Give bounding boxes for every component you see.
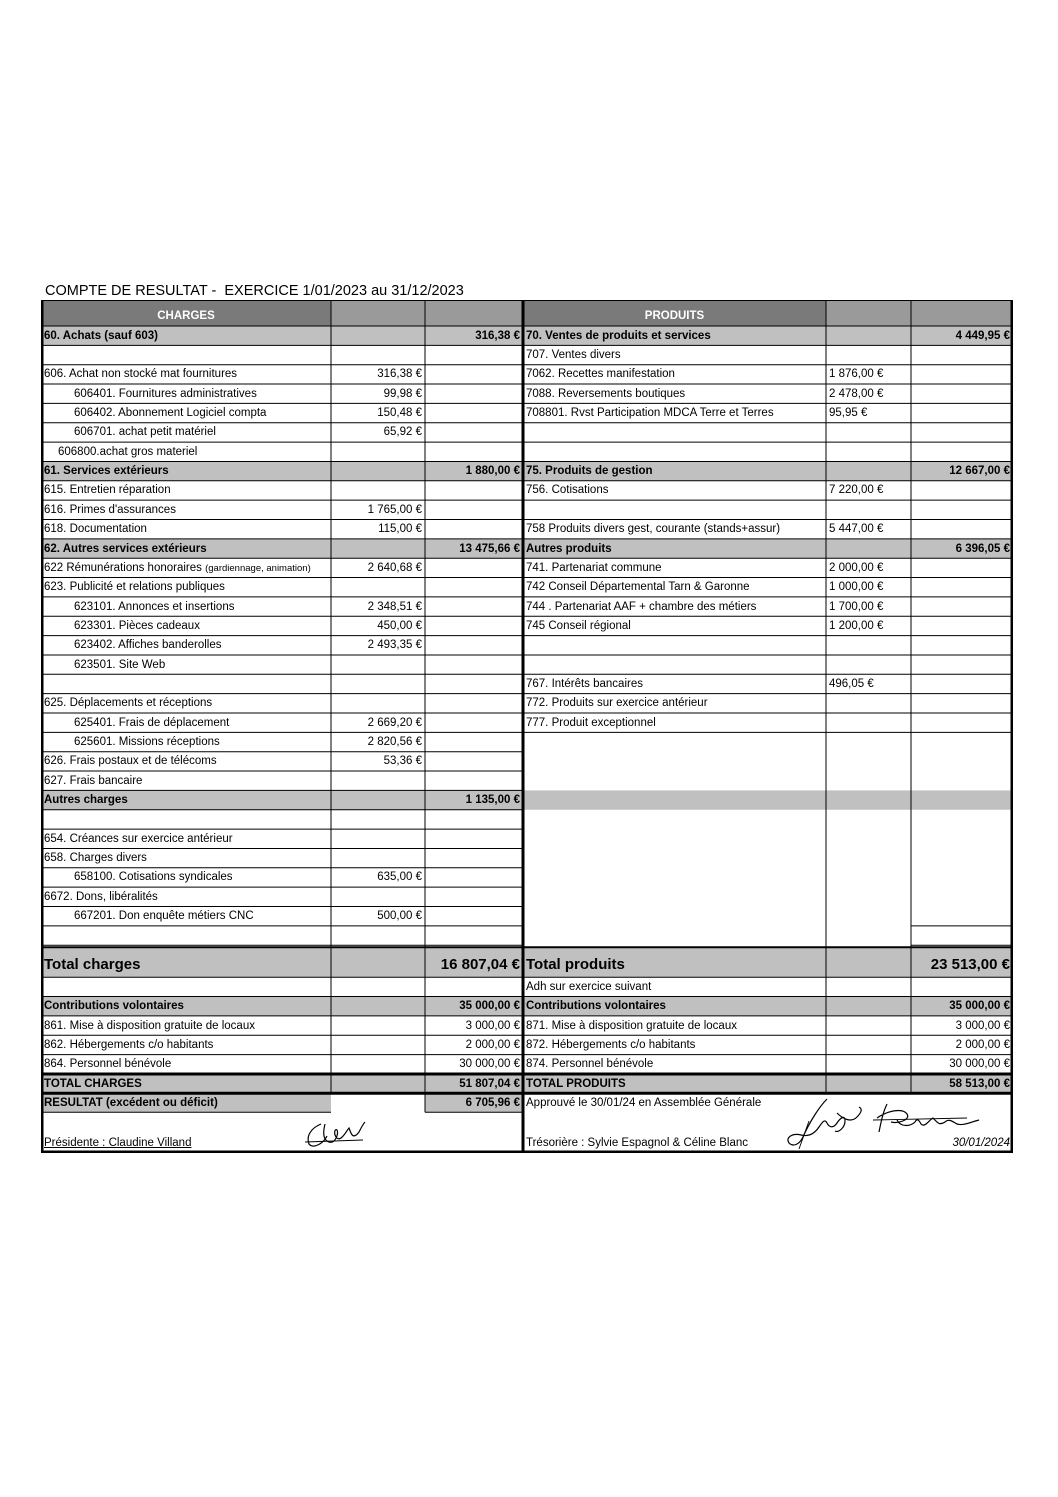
produit-total-amount: 12 667,00 € (949, 465, 1010, 478)
produit-label: 745 Conseil régional (526, 619, 631, 632)
charge-label: 861. Mise à disposition gratuite de locaux (44, 1019, 255, 1032)
produit-total-amount: 58 513,00 € (949, 1077, 1010, 1090)
produit-label: 874. Personnel bénévole (526, 1058, 654, 1071)
charge-total-amount: 3 000,00 € (465, 1019, 520, 1032)
charge-label: 625. Déplacements et réceptions (44, 697, 213, 710)
charge-label: Autres charges (44, 794, 128, 807)
produit-detail-amount: 5 447,00 € (829, 523, 884, 536)
charge-label: TOTAL CHARGES (44, 1077, 142, 1090)
charge-total-amount: 51 807,04 € (459, 1077, 520, 1090)
charge-total-amount: 16 807,04 € (440, 956, 520, 974)
charge-label: 623301. Pièces cadeaux (74, 619, 200, 632)
produit-label: 744 . Partenariat AAF + chambre des métiers (526, 600, 757, 613)
charge-total-amount: 35 000,00 € (459, 1000, 520, 1013)
charge-label-note: (gardiennage, animation) (205, 562, 311, 574)
charge-detail-amount: 635,00 € (377, 871, 422, 884)
charge-label: 626. Frais postaux et de télécoms (44, 755, 217, 768)
approval-note: Approuvé le 30/01/24 en Assemblée Générale (526, 1096, 762, 1109)
charge-total-amount: 1 135,00 € (465, 794, 520, 807)
charge-total-amount: 2 000,00 € (465, 1038, 520, 1051)
charge-label: 864. Personnel bénévole (44, 1058, 172, 1071)
produits-header-fill-ext (826, 300, 1013, 326)
produit-label: Autres produits (526, 542, 612, 555)
page-title: COMPTE DE RESULTAT - EXERCICE 1/01/2023 au 31/12/2023 (45, 283, 464, 299)
charge-label: 616. Primes d'assurances (44, 503, 176, 516)
charge-total-amount: 13 475,66 € (459, 542, 520, 555)
produit-label: 758 Produits divers gest, courante (stands+assur) (526, 523, 781, 536)
charge-label: 61. Services extérieurs (44, 465, 169, 478)
charge-label: 623501. Site Web (74, 658, 166, 671)
produit-total-amount: 2 000,00 € (955, 1038, 1010, 1051)
charges-header: CHARGES (157, 310, 215, 322)
charge-label: 606. Achat non stocké mat fournitures (44, 368, 238, 381)
charge-label: 606401. Fournitures administratives (74, 387, 257, 400)
treasurer-signature-1 (779, 1093, 869, 1151)
charge-label: 654. Créances sur exercice antérieur (44, 832, 233, 845)
produit-label: 777. Produit exceptionnel (526, 716, 656, 729)
charge-label: Contributions volontaires (44, 1000, 184, 1013)
charge-detail-amount: 316,38 € (377, 368, 422, 381)
produit-total-amount: 3 000,00 € (955, 1019, 1010, 1032)
produit-label: Total produits (526, 956, 625, 974)
charge-detail-amount: 65,92 € (383, 426, 422, 439)
produit-label: 741. Partenariat commune (526, 561, 662, 574)
produit-label: 872. Hébergements c/o habitants (526, 1038, 696, 1051)
produit-total-amount: 4 449,95 € (955, 329, 1010, 342)
produit-detail-amount: 1 876,00 € (829, 368, 884, 381)
charge-total-amount: 316,38 € (475, 329, 520, 342)
charge-label: 623. Publicité et relations publiques (44, 581, 225, 594)
charge-label: 606402. Abonnement Logiciel compta (74, 407, 267, 420)
produit-label: 7088. Reversements boutiques (526, 387, 686, 400)
charge-detail-amount: 99,98 € (383, 387, 422, 400)
charge-label: 606701. achat petit matériel (74, 426, 216, 439)
produit-label: Contributions volontaires (526, 1000, 666, 1013)
produit-detail-amount: 7 220,00 € (829, 484, 884, 497)
produit-label: 772. Produits sur exercice antérieur (526, 697, 708, 710)
charge-label: 622 Rémunérations honoraires (gardiennage, animation) (44, 561, 311, 574)
produit-label: TOTAL PRODUITS (526, 1077, 626, 1090)
charge-label: 6672. Dons, libéralités (44, 890, 158, 903)
charge-label: 606800.achat gros materiel (58, 445, 198, 458)
produit-detail-amount: 2 478,00 € (829, 387, 884, 400)
produit-detail-amount: 1 700,00 € (829, 600, 884, 613)
income-statement-table (41, 300, 1013, 1153)
charge-detail-amount: 2 493,35 € (367, 639, 422, 652)
president-signature (303, 1120, 373, 1150)
charge-detail-amount: 53,36 € (383, 755, 422, 768)
charge-label: 615. Entretien réparation (44, 484, 171, 497)
produit-label: 871. Mise à disposition gratuite de locaux (526, 1019, 737, 1032)
produit-label: 756. Cotisations (526, 484, 609, 497)
charge-label: 618. Documentation (44, 523, 147, 536)
produit-total-amount: 6 396,05 € (955, 542, 1010, 555)
charge-label: 658100. Cotisations syndicales (74, 871, 233, 884)
produit-total-amount: 23 513,00 € (930, 956, 1010, 974)
charge-detail-amount: 115,00 € (378, 523, 422, 536)
produit-label: 767. Intérêts bancaires (526, 677, 643, 690)
charge-label: 862. Hébergements c/o habitants (44, 1038, 214, 1051)
charge-detail-amount: 2 669,20 € (367, 716, 422, 729)
signature-date: 30/01/2024 (952, 1137, 1010, 1149)
produit-label: 707. Ventes divers (526, 349, 621, 362)
charges-header-fill-ext (331, 300, 523, 326)
charge-label: 62. Autres services extérieurs (44, 542, 207, 555)
charge-detail-amount: 2 820,56 € (367, 736, 422, 749)
produits-header: PRODUITS (644, 310, 705, 322)
charge-total-amount: 1 880,00 € (465, 465, 520, 478)
produit-label: Adh sur exercice suivant (526, 980, 652, 993)
charge-label: 60. Achats (sauf 603) (44, 329, 158, 342)
treasurer-name: Trésorière : Sylvie Espagnol & Céline Blanc (526, 1137, 749, 1149)
treasurer-signature-2 (867, 1100, 987, 1140)
result-value: 6 705,96 € (465, 1096, 520, 1109)
produit-detail-amount: 95,95 € (829, 407, 868, 420)
produit-label: 70. Ventes de produits et services (526, 329, 711, 342)
charge-detail-amount: 2 348,51 € (367, 600, 422, 613)
charge-label: Total charges (44, 956, 141, 974)
produit-label: 75. Produits de gestion (526, 465, 653, 478)
charge-detail-amount: 500,00 € (377, 910, 422, 923)
produit-detail-amount: 1 000,00 € (829, 581, 884, 594)
charge-label: 625401. Frais de déplacement (74, 716, 230, 729)
charge-total-amount: 30 000,00 € (459, 1058, 520, 1071)
produit-label: 708801. Rvst Participation MDCA Terre et Terres (526, 407, 774, 420)
produit-total-amount: 30 000,00 € (949, 1058, 1010, 1071)
produit-label: 742 Conseil Départemental Tarn & Garonne (526, 581, 750, 594)
charge-label: 667201. Don enquête métiers CNC (74, 910, 254, 923)
charge-label: 625601. Missions réceptions (74, 736, 220, 749)
charge-detail-amount: 450,00 € (377, 619, 422, 632)
charge-label: 623101. Annonces et insertions (74, 600, 235, 613)
charge-detail-amount: 1 765,00 € (367, 503, 422, 516)
produit-label: 7062. Recettes manifestation (526, 368, 675, 381)
charge-label: 627. Frais bancaire (44, 774, 143, 787)
charge-label: 623402. Affiches banderolles (74, 639, 222, 652)
produit-detail-amount: 496,05 € (829, 677, 874, 690)
charge-label: 658. Charges divers (44, 852, 147, 865)
produit-total-amount: 35 000,00 € (949, 1000, 1010, 1013)
produit-detail-amount: 2 000,00 € (829, 561, 884, 574)
charge-detail-amount: 2 640,68 € (367, 561, 422, 574)
charge-detail-amount: 150,48 € (377, 407, 422, 420)
produit-detail-amount: 1 200,00 € (829, 619, 884, 632)
president-name: Présidente : Claudine Villand (44, 1137, 192, 1149)
result-label: RESULTAT (excédent ou déficit) (44, 1096, 218, 1109)
